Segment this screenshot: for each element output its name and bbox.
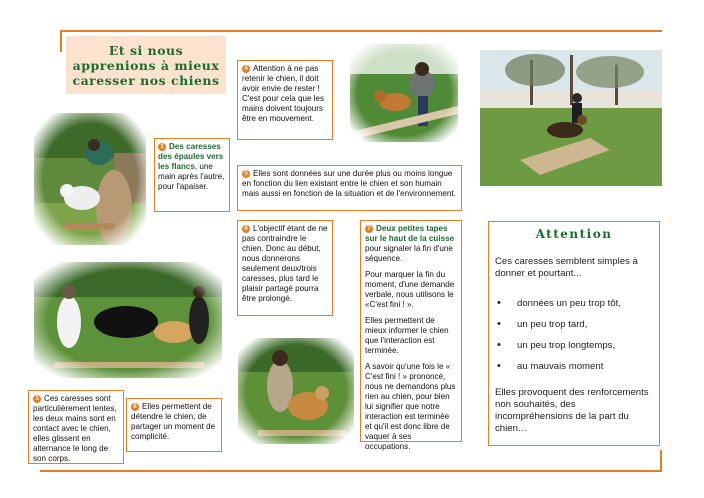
caption-3 [28, 390, 124, 464]
attention-title: Attention [535, 227, 613, 241]
caption-1 [154, 138, 230, 212]
caption-4 [237, 60, 333, 140]
step-number-7: 7 [365, 225, 373, 233]
caption-6-text: L'objectif étant de ne pas contraindre le chien. Donc au début, nous donnerons seulement deux/trois caresses, plus tard le plaisir partagé pourra être prolongé. [242, 224, 328, 303]
left-rule [60, 30, 62, 52]
caption-7-p3: Elles permettent de mieux informer le chien que l'interaction est terminée. [365, 316, 449, 355]
step-number-8: 8 [131, 403, 139, 411]
caption-5 [237, 165, 462, 211]
photo-dog-ramp [350, 44, 458, 142]
caption-1-bold: Des caresses des épaules vers les flancs [158, 142, 224, 171]
caption-7 [360, 220, 462, 451]
attention-item: • un peu trop tard, [495, 319, 653, 331]
attention-list [495, 298, 653, 373]
page-title: Et si nous apprenions à mieux caresser nos chiens [72, 42, 220, 88]
photo-woman-fluffy-dog [238, 338, 354, 444]
caption-4-text: Attention à ne pas retenir le chien, il doit avoir envie de rester ! C'est pour cela que les mains doivent toujours être en mouvement. [242, 64, 325, 123]
photo-two-women-two-dogs [34, 262, 222, 378]
caption-5-text: Elles sont données sur une durée plus ou moins longue en fonction du lien existant entre le chien et son humain mais aussi en fonction de la situation et de l'environnement. [242, 169, 456, 198]
photo-man-white-dog [34, 113, 146, 245]
step-number-1: 1 [158, 143, 166, 151]
caption-6 [237, 220, 333, 316]
caption-3-text: Ces caresses sont particulièrement lentes, les deux mains sont en contact avec le chien, elles glissent en alternance le long de son corps. [33, 394, 117, 463]
step-number-5: 5 [242, 170, 250, 178]
page-title-box [66, 36, 226, 94]
attention-intro: Ces caresses semblent simples à donner et pourtant... [495, 256, 638, 279]
bottom-rule [40, 470, 660, 472]
attention-box [488, 221, 660, 446]
step-number-3: 3 [33, 395, 41, 403]
attention-item: • au mauvais moment [495, 361, 653, 373]
attention-item: • données un peu trop tôt, [495, 298, 653, 310]
attention-outro: Elles provoquent des renforcements non souhaités, des incompréhensions de la part du chien… [495, 387, 649, 434]
caption-7-p4: A savoir qu'une fois le « C'est fini ! » prononcé, nous ne demandons plus rien au chien, pour bien lui signifier que notre interaction est terminée et qu'il est donc libre de vaquer à ses occupations. [365, 362, 456, 451]
top-rule [60, 30, 662, 32]
caption-7-p2: Pour marquer la fin du moment, d'une demande verbale, nous utilisons le «C'est fini ! ». [365, 270, 455, 309]
caption-8-text: Elles permettent de détendre le chien, de partager un moment de complicité. [131, 402, 216, 441]
caption-7-bold: Deux petites tapes sur le haut de la cuisse [365, 224, 455, 243]
caption-8 [126, 398, 222, 452]
caption-7-text: pour signaler la fin d'une séquence. [365, 244, 453, 263]
right-rule [660, 450, 662, 472]
attention-item: • un peu trop longtemps, [495, 340, 653, 352]
photo-german-shepherd-park [480, 50, 662, 186]
step-number-4: 4 [242, 65, 250, 73]
caption-1-text: , une main après l'autre, pour l'apaiser. [158, 162, 225, 191]
step-number-6: 6 [242, 225, 250, 233]
